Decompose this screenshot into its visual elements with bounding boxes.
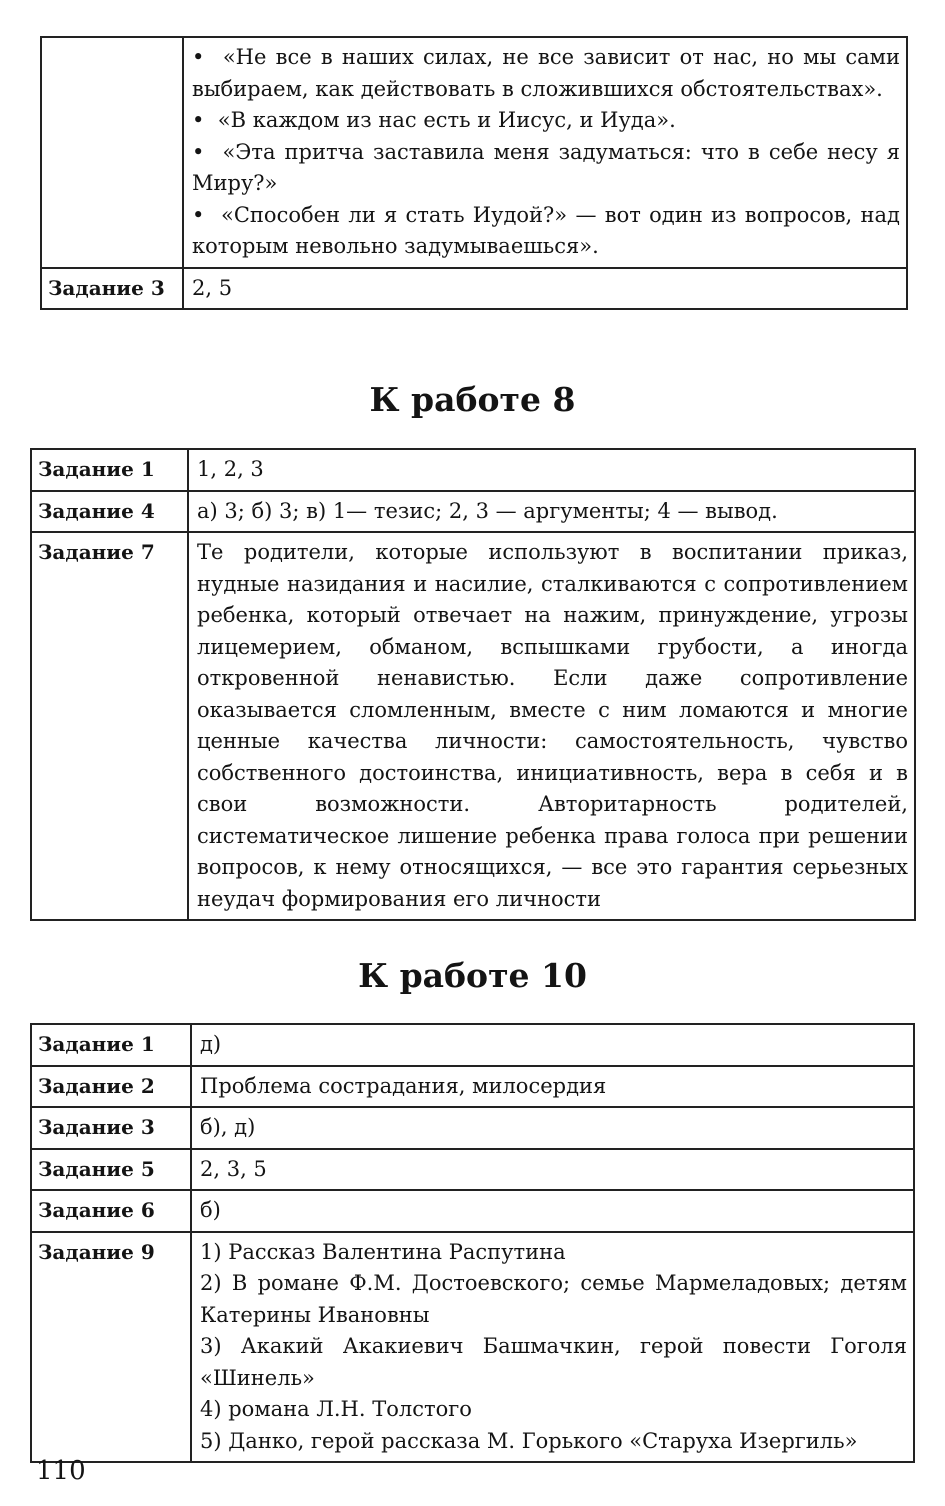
page-number: 110 [36, 1456, 86, 1486]
table-row [31, 1190, 914, 1232]
table-row [31, 1024, 914, 1066]
task-label: Задание 5 [31, 1149, 191, 1191]
list-item: 4) романа Л.Н. Толстого [200, 1397, 472, 1421]
table-row [31, 1107, 914, 1149]
quote-item: • «Не все в наших силах, не все зависит от нас, но мы сами выбираем, как действовать в сложившихся обстоятельствах». [192, 42, 900, 105]
task-label: Задание 3 [41, 268, 183, 310]
table-row [31, 532, 915, 920]
task-label: Задание 1 [31, 1024, 191, 1066]
empty-label-cell [41, 37, 183, 268]
table-row [31, 1066, 914, 1108]
section-10-table [30, 1023, 915, 1463]
quote-item: • «Способен ли я стать Иудой?» — вот один из вопросов, над которым невольно задумываешься». [192, 200, 900, 263]
section-10-title: К работе 10 [358, 956, 587, 995]
table-row [31, 1149, 914, 1191]
task-answer: б) [191, 1190, 914, 1232]
quotes-cell [183, 37, 907, 268]
list-item: 3) Акакий Акакиевич Башмачкин, герой повести Гоголя «Шинель» [200, 1334, 907, 1390]
task-answer: д) [191, 1024, 914, 1066]
task-answer: 2, 5 [183, 268, 907, 310]
task-answer: б), д) [191, 1107, 914, 1149]
table-row [31, 1232, 914, 1463]
quotes-row [41, 37, 907, 268]
task-answer: 1, 2, 3 [188, 449, 915, 491]
task-label: Задание 9 [31, 1232, 191, 1463]
task-label: Задание 6 [31, 1190, 191, 1232]
task-answer: а) 3; б) 3; в) 1— тезис; 2, 3 — аргументы; 4 — вывод. [188, 491, 915, 533]
task-answer-list [191, 1232, 914, 1463]
task-label: Задание 7 [31, 532, 188, 920]
list-item: 2) В романе Ф.М. Достоевского; семье Мармеладовых; детям Катерины Ивановны [200, 1271, 907, 1327]
task-label: Задание 4 [31, 491, 188, 533]
task-answer: Проблема сострадания, милосердия [191, 1066, 914, 1108]
continuation-table [40, 36, 908, 310]
task-label: Задание 2 [31, 1066, 191, 1108]
quote-item: • «Эта притча заставила меня задуматься: что в себе несу я Миру?» [192, 137, 900, 200]
task-answer: 2, 3, 5 [191, 1149, 914, 1191]
quote-item: • «В каждом из нас есть и Иисус, и Иуда». [192, 105, 900, 137]
section-8-title: К работе 8 [369, 380, 576, 419]
task-label: Задание 1 [31, 449, 188, 491]
task-label: Задание 3 [31, 1107, 191, 1149]
task-answer: Те родители, которые используют в воспитании приказ, нудные назидания и насилие, сталкиваются с сопротивлением ребенка, который отвечает на нажим, принуждение, угрозы лицемерием, обманом, вспышками грубости, а иногда откровенной ненавистью. Если даже сопротивление оказывается сломленным, вместе с ним ломаются и многие ценные качества личности: самостоятельность, чувство собственного достоинства, инициативность, вера в себя и в свои возможности. Авторитарность родителей, систематическое лишение ребенка права голоса при решении вопросов, к нему относящихся, — все это гарантия серьезных неудач формирования его личности [188, 532, 915, 920]
list-item: 5) Данко, герой рассказа М. Горького «Старуха Изергиль» [200, 1428, 858, 1453]
table-row [41, 268, 907, 310]
list-item: 1) Рассказ Валентина Распутина [200, 1239, 566, 1264]
table-row [31, 449, 915, 491]
section-8-table [30, 448, 916, 921]
table-row [31, 491, 915, 533]
